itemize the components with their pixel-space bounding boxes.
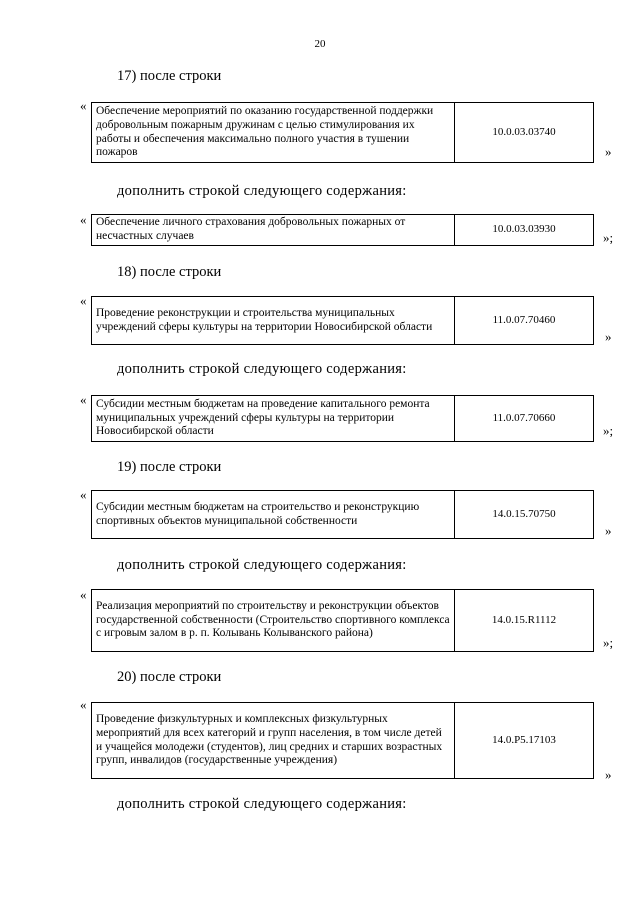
quote-close-semicolon: »; [603,230,614,245]
item-18-heading: 18) после строки [117,264,222,280]
row-code: 11.0.07.70460 [455,297,594,345]
item-20-heading: 20) после строки [117,669,222,685]
quote-close: » [605,767,612,782]
quote-close-semicolon: »; [603,635,614,650]
quote-open: « [80,98,87,113]
item-17-heading: 17) после строки [117,68,222,84]
table-row-18-existing [91,296,594,345]
supplement-text-17: дополнить строкой следующего содержания: [117,183,407,199]
row-name: Обеспечение мероприятий по оказанию государственной поддержки добровольным пожарным дружинам с целью стимулирования их работы и обеспечения максимально полного участия в тушении пожаров [92,103,455,163]
row-code: 10.0.03.03930 [455,215,594,246]
table-row-19-new [91,589,594,652]
table-row-17-new [91,214,594,246]
table-row-17-existing [91,102,594,163]
supplement-text-18: дополнить строкой следующего содержания: [117,361,407,377]
quote-open: « [80,293,87,308]
row-code: 14.0.Р5.17103 [455,703,594,779]
quote-open: « [80,212,87,227]
row-code: 14.0.15.70750 [455,491,594,539]
row-name: Проведение физкультурных и комплексных физкультурных мероприятий для всех категорий и групп населения, в том числе детей и учащейся молодежи (студентов), лиц средних и старших возрастных групп, инвалидов (государственные учреждения) [92,703,455,779]
row-code: 11.0.07.70660 [455,396,594,442]
table-row-19-existing [91,490,594,539]
quote-close: » [605,329,612,344]
quote-close: » [605,523,612,538]
quote-open: « [80,697,87,712]
row-name: Субсидии местным бюджетам на строительство и реконструкцию спортивных объектов муниципальной собственности [92,491,455,539]
quote-open: « [80,392,87,407]
row-name: Обеспечение личного страхования добровольных пожарных от несчастных случаев [92,215,455,246]
page-number: 20 [314,38,326,50]
quote-open: « [80,487,87,502]
row-name: Реализация мероприятий по строительству и реконструкции объектов государственной собственности (Строительство спортивного комплекса с игровым залом в р. п. Колывань Колыванского района) [92,590,455,652]
supplement-text-19: дополнить строкой следующего содержания: [117,557,407,573]
row-code: 10.0.03.03740 [455,103,594,163]
row-name: Проведение реконструкции и строительства муниципальных учреждений сферы культуры на территории Новосибирской области [92,297,455,345]
supplement-text-20: дополнить строкой следующего содержания: [117,796,407,812]
table-row-20-existing [91,702,594,779]
quote-close-semicolon: »; [603,423,614,438]
quote-open: « [80,587,87,602]
row-code: 14.0.15.R1112 [455,590,594,652]
quote-close: » [605,144,612,159]
row-name: Субсидии местным бюджетам на проведение капитального ремонта муниципальных учреждений сферы культуры на территории Новосибирской области [92,396,455,442]
item-19-heading: 19) после строки [117,459,222,475]
table-row-18-new [91,395,594,442]
